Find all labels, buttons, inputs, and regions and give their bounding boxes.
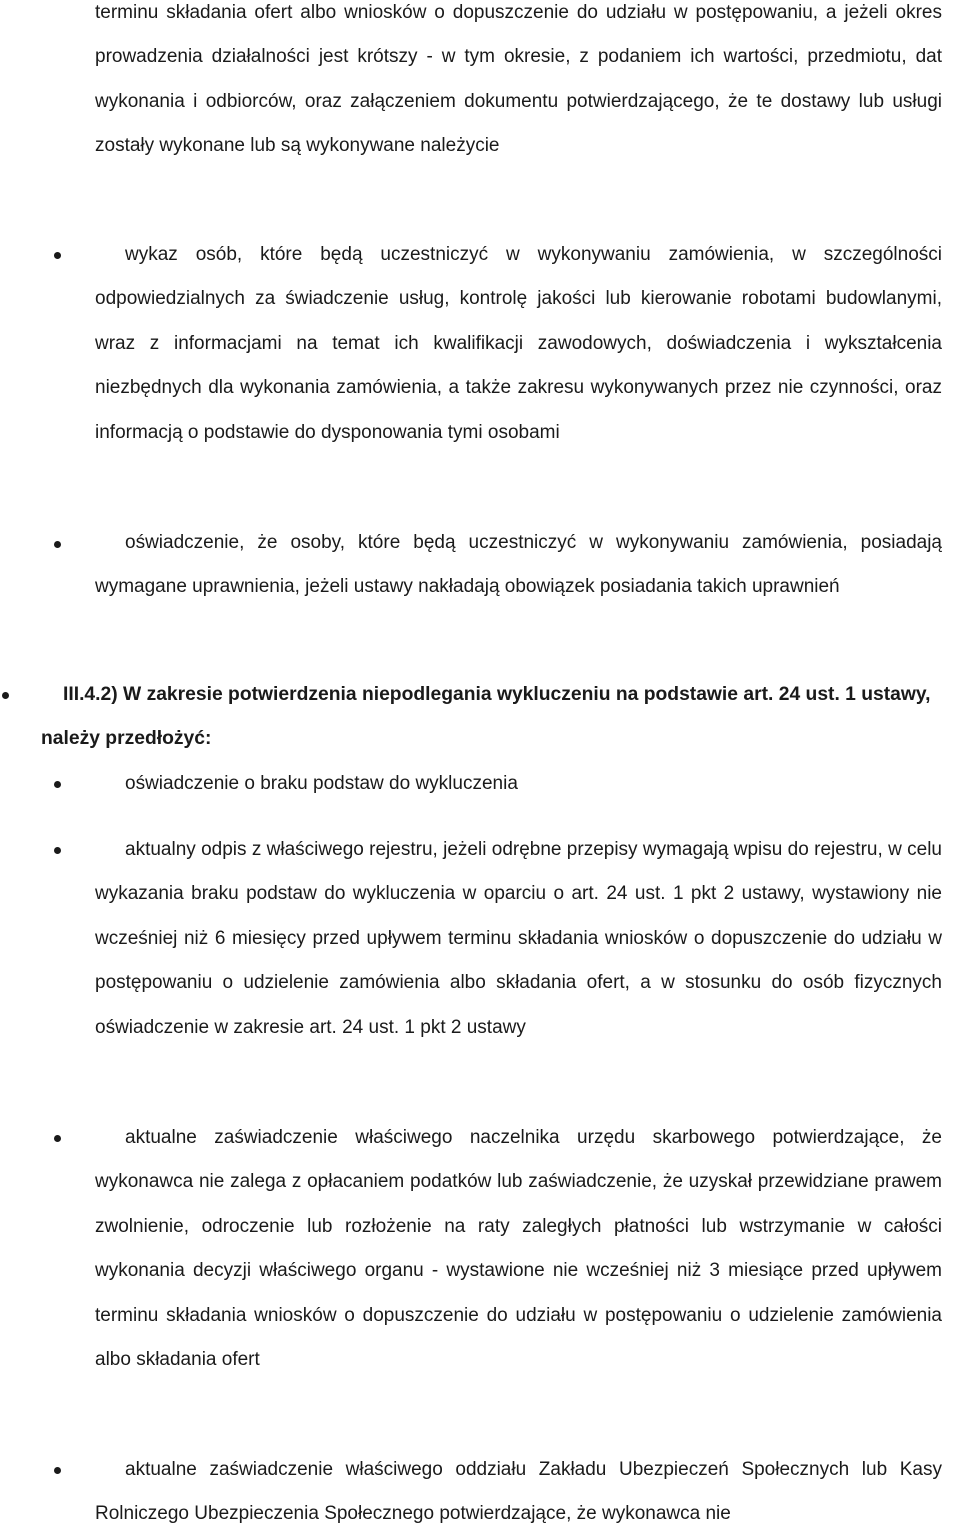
bullet-icon xyxy=(54,781,61,788)
paragraph-odpis-rejestru: aktualny odpis z właściwego rejestru, jeżeli odrębne przepisy wymagają wpisu do rejestru, w celu wykazania braku podstaw do wykluczenia w oparciu o art. 24 ust. 1 pkt 2 ustawy, wystawiony nie wcześniej niż 6 miesięcy przed upływem terminu składania wniosków o dopuszczenie do udziału w postępowaniu o udzielenie zamówienia albo składania ofert, a w stosunku do osób fizycznych oświadczenie w zakresie art. 24 ust. 1 pkt 2 ustawy xyxy=(95,839,942,1038)
bullet-icon xyxy=(54,1135,61,1142)
section-heading-text: III.4.2) W zakresie potwierdzenia niepodlegania wykluczeniu na podstawie art. 24 ust. 1 ustawy, należy przedłożyć: xyxy=(41,684,931,749)
bullet-icon xyxy=(54,847,61,854)
bullet-icon xyxy=(54,1467,61,1474)
paragraph-zaswiadczenie-skarbowe: aktualne zaświadczenie właściwego naczelnika urzędu skarbowego potwierdzające, że wykonawca nie zalega z opłacaniem podatków lub zaświadczenie, że uzyskał przewidziane prawem zwolnienie, odroczenie lub rozłożenie na raty zaległych płatności lub wstrzymanie w całości wykonania decyzji właściwego organu - wystawione nie wcześniej niż 3 miesiące przed upływem terminu składania wniosków o dopuszczenie do udziału w postępowaniu o udzielenie zamówienia albo składania ofert xyxy=(95,1127,942,1371)
paragraph-zaswiadczenie-zus: aktualne zaświadczenie właściwego oddziału Zakładu Ubezpieczeń Społecznych lub Kasy Rolniczego Ubezpieczenia Społecznego potwierdzające, że wykonawca nie xyxy=(95,1459,942,1525)
paragraph-continuation: terminu składania ofert albo wniosków o dopuszczenie do udziału w postępowaniu, a jeżeli okres prowadzenia działalności jest krótszy - w tym okresie, z podaniem ich wartości, przedmiotu, dat wykonania i odbiorców, oraz załączeniem dokumentu potwierdzającego, że te dostawy lub usługi zostały wykonane lub są wykonywane należycie xyxy=(95,2,942,157)
bullet-icon xyxy=(54,252,61,259)
paragraph-oswiadczenie-braku: oświadczenie o braku podstaw do wykluczenia xyxy=(125,773,518,794)
bullet-icon xyxy=(2,692,9,699)
bullet-icon xyxy=(54,541,61,548)
paragraph-wykaz-osob: wykaz osób, które będą uczestniczyć w wykonywaniu zamówienia, w szczególności odpowiedzialnych za świadczenie usług, kontrolę jakości lub kierowanie robotami budowlanymi, wraz z informacjami na temat ich kwalifikacji zawodowych, doświadczenia i wykształcenia niezbędnych dla wykonania zamówienia, a także zakresu wykonywanych przez nie czynności, oraz informacją o podstawie do dysponowania tymi osobami xyxy=(95,244,942,443)
paragraph-oswiadczenie-uprawnienia: oświadczenie, że osoby, które będą uczestniczyć w wykonywaniu zamówienia, posiadają wymagane uprawnienia, jeżeli ustawy nakładają obowiązek posiadania takich uprawnień xyxy=(95,532,942,598)
section-heading xyxy=(41,673,959,761)
